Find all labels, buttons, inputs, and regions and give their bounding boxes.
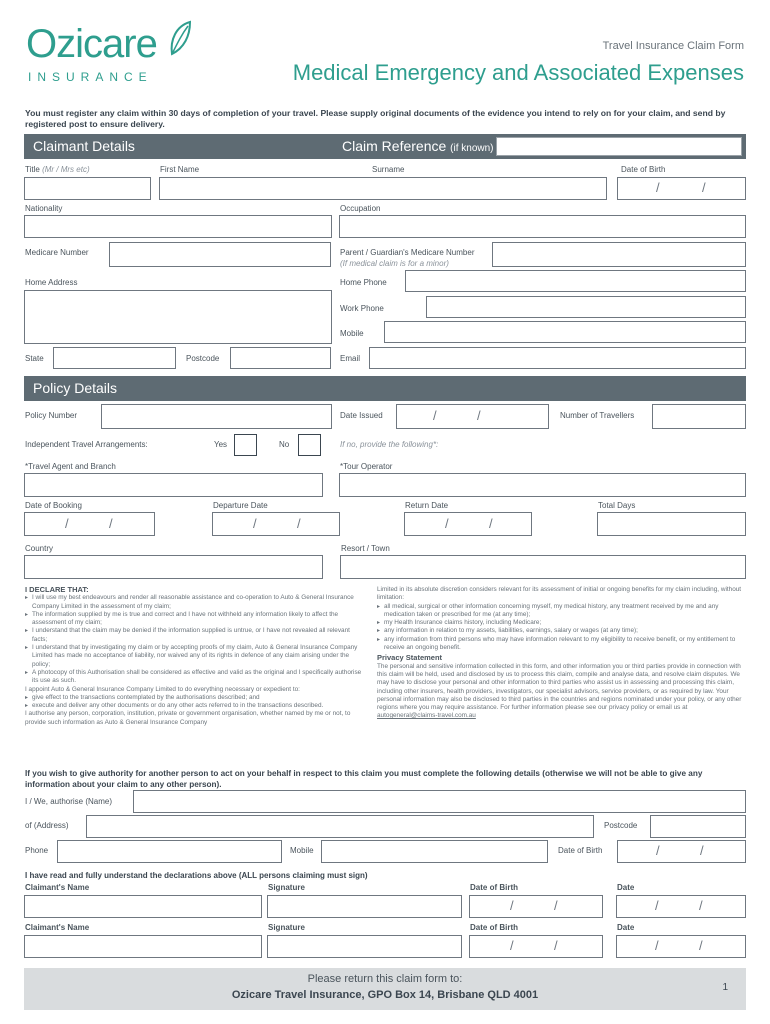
medicare-label: Medicare Number — [25, 248, 89, 257]
declaration-item: ▸ I understand that by investigating my claim or by accepting proofs of my claim, Auto & General Insurance Company Limited has made no acceptance of liability, nor waived any of its rights in defence of any claim arising under the policy; — [25, 644, 365, 669]
date-separator: / — [253, 516, 257, 531]
mobile-input[interactable] — [384, 321, 746, 343]
authorise-name-input[interactable] — [133, 790, 746, 813]
date-separator: / — [65, 516, 69, 531]
parent-medicare-hint: (If medical claim is for a minor) — [340, 259, 449, 268]
policy-section-header — [24, 376, 746, 401]
date-separator: / — [699, 938, 703, 953]
date-separator: / — [702, 180, 706, 195]
authorise-text: I authorise any person, corporation, institution, private or government organisation, whether named by me or not, to provide such information as Auto & General Insurance Company — [25, 710, 351, 726]
resort-input[interactable] — [340, 555, 746, 579]
first-name-label: First Name — [160, 165, 200, 174]
booking-input[interactable] — [24, 512, 155, 536]
date-issued-label: Date Issued — [340, 411, 383, 420]
authority-text: If you wish to give authority for another person to act on your behalf in respect to this claim you must complete the following details (otherwise we will not be able to give any information about your claim to any other person). — [25, 769, 703, 789]
mobile-label: Mobile — [340, 329, 364, 338]
date-separator: / — [433, 408, 437, 423]
postcode-input[interactable] — [230, 347, 331, 369]
policy-number-label: Policy Number — [25, 411, 78, 420]
declaration-item: ▸ I will use my best endeavours and render all reasonable assistance and co-operation to Auto & General Insurance Company Limited in the assessment of my claim; — [25, 594, 365, 611]
policy-section-title: Policy Details — [33, 380, 118, 396]
state-label: State — [25, 354, 44, 363]
return-label: Return Date — [405, 501, 449, 510]
date-separator: / — [656, 180, 660, 195]
logo-wordmark: Ozicare — [26, 22, 157, 66]
agent-label: *Travel Agent and Branch — [25, 462, 116, 471]
sig-date-input-1[interactable] — [616, 895, 746, 918]
date-separator: / — [700, 843, 704, 858]
home-phone-input[interactable] — [405, 270, 746, 292]
sig-dob-label-1: Date of Birth — [470, 883, 518, 892]
footer-line1: Please return this claim form to: — [307, 973, 463, 985]
authorise-address-label: of (Address) — [25, 821, 69, 830]
footer — [24, 968, 746, 1010]
date-issued-input[interactable] — [396, 404, 549, 429]
title-input[interactable] — [24, 177, 151, 200]
authorise-address-input[interactable] — [86, 815, 594, 838]
sig-date-label-1: Date — [617, 883, 635, 892]
authorise-postcode-input[interactable] — [650, 815, 746, 838]
email-label: Email — [340, 354, 361, 363]
title-label: Title (Mr / Mrs etc) — [25, 165, 90, 174]
logo — [26, 20, 196, 86]
date-separator: / — [477, 408, 481, 423]
date-separator: / — [699, 898, 703, 913]
departure-label: Departure Date — [213, 501, 268, 510]
authorise-mobile-label: Mobile — [290, 846, 314, 855]
state-input[interactable] — [53, 347, 176, 369]
postcode-label: Postcode — [186, 354, 220, 363]
num-travellers-label: Number of Travellers — [560, 411, 635, 420]
authorise-postcode-label: Postcode — [604, 821, 638, 830]
home-address-input[interactable] — [24, 290, 332, 344]
num-travellers-input[interactable] — [652, 404, 746, 429]
declaration-right-intro: Limited in its absolute discretion considers relevant for its assessment of initial or ongoing benefits for my claim including, without limitation: — [377, 586, 742, 602]
privacy-heading: Privacy Statement — [377, 653, 443, 663]
date-separator: / — [554, 898, 558, 913]
date-separator: / — [489, 516, 493, 531]
policy-number-input[interactable] — [101, 404, 332, 429]
work-phone-input[interactable] — [426, 296, 746, 318]
first-name-input[interactable] — [159, 177, 607, 200]
date-separator: / — [510, 898, 514, 913]
authorise-phone-label: Phone — [25, 846, 49, 855]
sig-dob-input-1[interactable] — [469, 895, 603, 918]
signature-label-1: Signature — [268, 883, 305, 892]
date-separator: / — [109, 516, 113, 531]
dob-label: Date of Birth — [621, 165, 666, 174]
work-phone-label: Work Phone — [340, 304, 384, 313]
privacy-text: The personal and sensitive information collected in this form, and other information you or third parties provide in connection with this claim will be held, used and disclosed by us to process this claim, compile and analyse data, and resolve claim disputes. We may have to disclose your personal and other information to third parties who assist us in assessing and processing this claim, including other insurers, health providers, investigators, our specialist advisors, service providers, or as required by law. Your personal information may also be disclosed to third parties in the countries and regions nominated under your policy, or any other regions where you may require assistance. For further information please see our privacy policy or email us at autogeneral@claims-travel.com.au — [377, 662, 742, 720]
authorise-mobile-input[interactable] — [321, 840, 548, 863]
date-separator: / — [656, 843, 660, 858]
appoint-item: ▸ give effect to the transactions contemplated by the authorisations described; and — [25, 694, 365, 702]
date-separator: / — [655, 898, 659, 913]
email-input[interactable] — [369, 347, 746, 369]
tour-label: *Tour Operator — [340, 462, 393, 471]
independent-label: Independent Travel Arrangements: — [25, 440, 148, 449]
signature-label-2: Signature — [268, 923, 305, 932]
declaration-item: ▸ any information from third persons who may have information relevant to my eligibility to receive benefit, or my entitlement to receive an ongoing benefit. — [377, 636, 747, 653]
yes-label: Yes — [214, 440, 228, 449]
declaration-item: ▸ I understand that the claim may be denied if the information supplied is untrue, or I have not revealed all relevant facts; — [25, 627, 365, 644]
sig-date-label-2: Date — [617, 923, 635, 932]
privacy-email-link[interactable]: autogeneral@claims-travel.com.au — [377, 712, 476, 720]
declaration-heading: I DECLARE THAT: — [25, 585, 89, 594]
parent-medicare-input[interactable] — [492, 242, 746, 267]
sig-dob-input-2[interactable] — [469, 935, 603, 958]
claim-ref-label: Claim Reference (if known) — [342, 138, 494, 154]
logo-tagline: INSURANCE — [28, 70, 153, 84]
tour-input[interactable] — [339, 473, 746, 497]
agent-input[interactable] — [24, 473, 323, 497]
departure-input[interactable] — [212, 512, 340, 536]
home-phone-label: Home Phone — [340, 278, 387, 287]
signature-input-1[interactable] — [267, 895, 462, 918]
occupation-label: Occupation — [340, 204, 381, 213]
medicare-input[interactable] — [109, 242, 331, 267]
total-days-label: Total Days — [598, 501, 636, 510]
declaration-item: ▸ all medical, surgical or other information concerning myself, my medical history, any treatment received by me and any medication taken or prescribed for me (at any time); — [377, 603, 747, 620]
intro-text: You must register any claim within 30 days of completion of your travel. Please supply original documents of the evidence you intend to rely on for your claim, and send by registered post to ensure delivery. — [25, 108, 726, 129]
no-label: No — [279, 440, 290, 449]
date-separator: / — [297, 516, 301, 531]
declaration-item: ▸ The information supplied by me is true and correct and I have not withheld any information likely to affect the assessment of my claim; — [25, 611, 365, 628]
total-days-input[interactable] — [597, 512, 746, 536]
date-separator: / — [510, 938, 514, 953]
country-input[interactable] — [24, 555, 323, 579]
form-name: Travel Insurance Claim Form — [602, 40, 744, 52]
booking-label: Date of Booking — [25, 501, 82, 510]
appoint-text: I appoint Auto & General Insurance Company Limited to do everything necessary or expedient to: — [25, 685, 300, 693]
claimant-name-label-1: Claimant's Name — [25, 883, 90, 892]
claimant-section-title: Claimant Details — [33, 138, 135, 154]
nationality-label: Nationality — [25, 204, 63, 213]
occupation-input[interactable] — [339, 215, 746, 238]
home-address-label: Home Address — [25, 278, 78, 287]
declaration-left — [25, 586, 365, 727]
if-no-hint: If no, provide the following*: — [340, 440, 439, 449]
authorise-phone-input[interactable] — [57, 840, 282, 863]
surname-label: Surname — [372, 165, 405, 174]
dob-input[interactable] — [617, 177, 746, 200]
yes-checkbox[interactable] — [234, 434, 257, 456]
resort-label: Resort / Town — [341, 544, 390, 553]
claimant-name-input-1[interactable] — [24, 895, 262, 918]
sig-date-input-2[interactable] — [616, 935, 746, 958]
claimant-name-input-2[interactable] — [24, 935, 262, 958]
page-number: 1 — [722, 982, 728, 993]
return-input[interactable] — [404, 512, 532, 536]
declaration-right — [377, 586, 747, 721]
declaration-item: ▸ my Health Insurance claims history, including Medicare; — [377, 619, 747, 627]
authorise-dob-label: Date of Birth — [558, 846, 603, 855]
date-separator: / — [445, 516, 449, 531]
leaf-icon — [168, 20, 192, 56]
country-label: Country — [25, 544, 54, 553]
nationality-input[interactable] — [24, 215, 332, 238]
sig-dob-label-2: Date of Birth — [470, 923, 518, 932]
declaration-item: ▸ A photocopy of this Authorisation shall be considered as effective and valid as the original and I specifically authorise its use as such. — [25, 669, 365, 686]
appoint-item: ▸ execute and deliver any other documents or do any other acts referred to in the transactions described. — [25, 702, 365, 710]
authorise-name-label: I / We, authorise (Name) — [25, 797, 112, 806]
claim-ref-input[interactable] — [496, 137, 742, 156]
footer-line2: Ozicare Travel Insurance, GPO Box 14, Brisbane QLD 4001 — [231, 989, 539, 1001]
date-separator: / — [554, 938, 558, 953]
signature-input-2[interactable] — [267, 935, 462, 958]
no-checkbox[interactable] — [298, 434, 321, 456]
claimant-section-header — [24, 134, 746, 159]
page-title: Medical Emergency and Associated Expenses — [292, 60, 744, 85]
declaration-item: ▸ any information in relation to my assets, liabilities, earnings, salary or wages (at any time); — [377, 627, 747, 635]
claimant-name-label-2: Claimant's Name — [25, 923, 90, 932]
date-separator: / — [655, 938, 659, 953]
parent-medicare-label: Parent / Guardian's Medicare Number — [340, 248, 475, 257]
signatures-intro: I have read and fully understand the declarations above (ALL persons claiming must sign) — [25, 871, 368, 880]
authorise-dob-input[interactable] — [617, 840, 746, 863]
